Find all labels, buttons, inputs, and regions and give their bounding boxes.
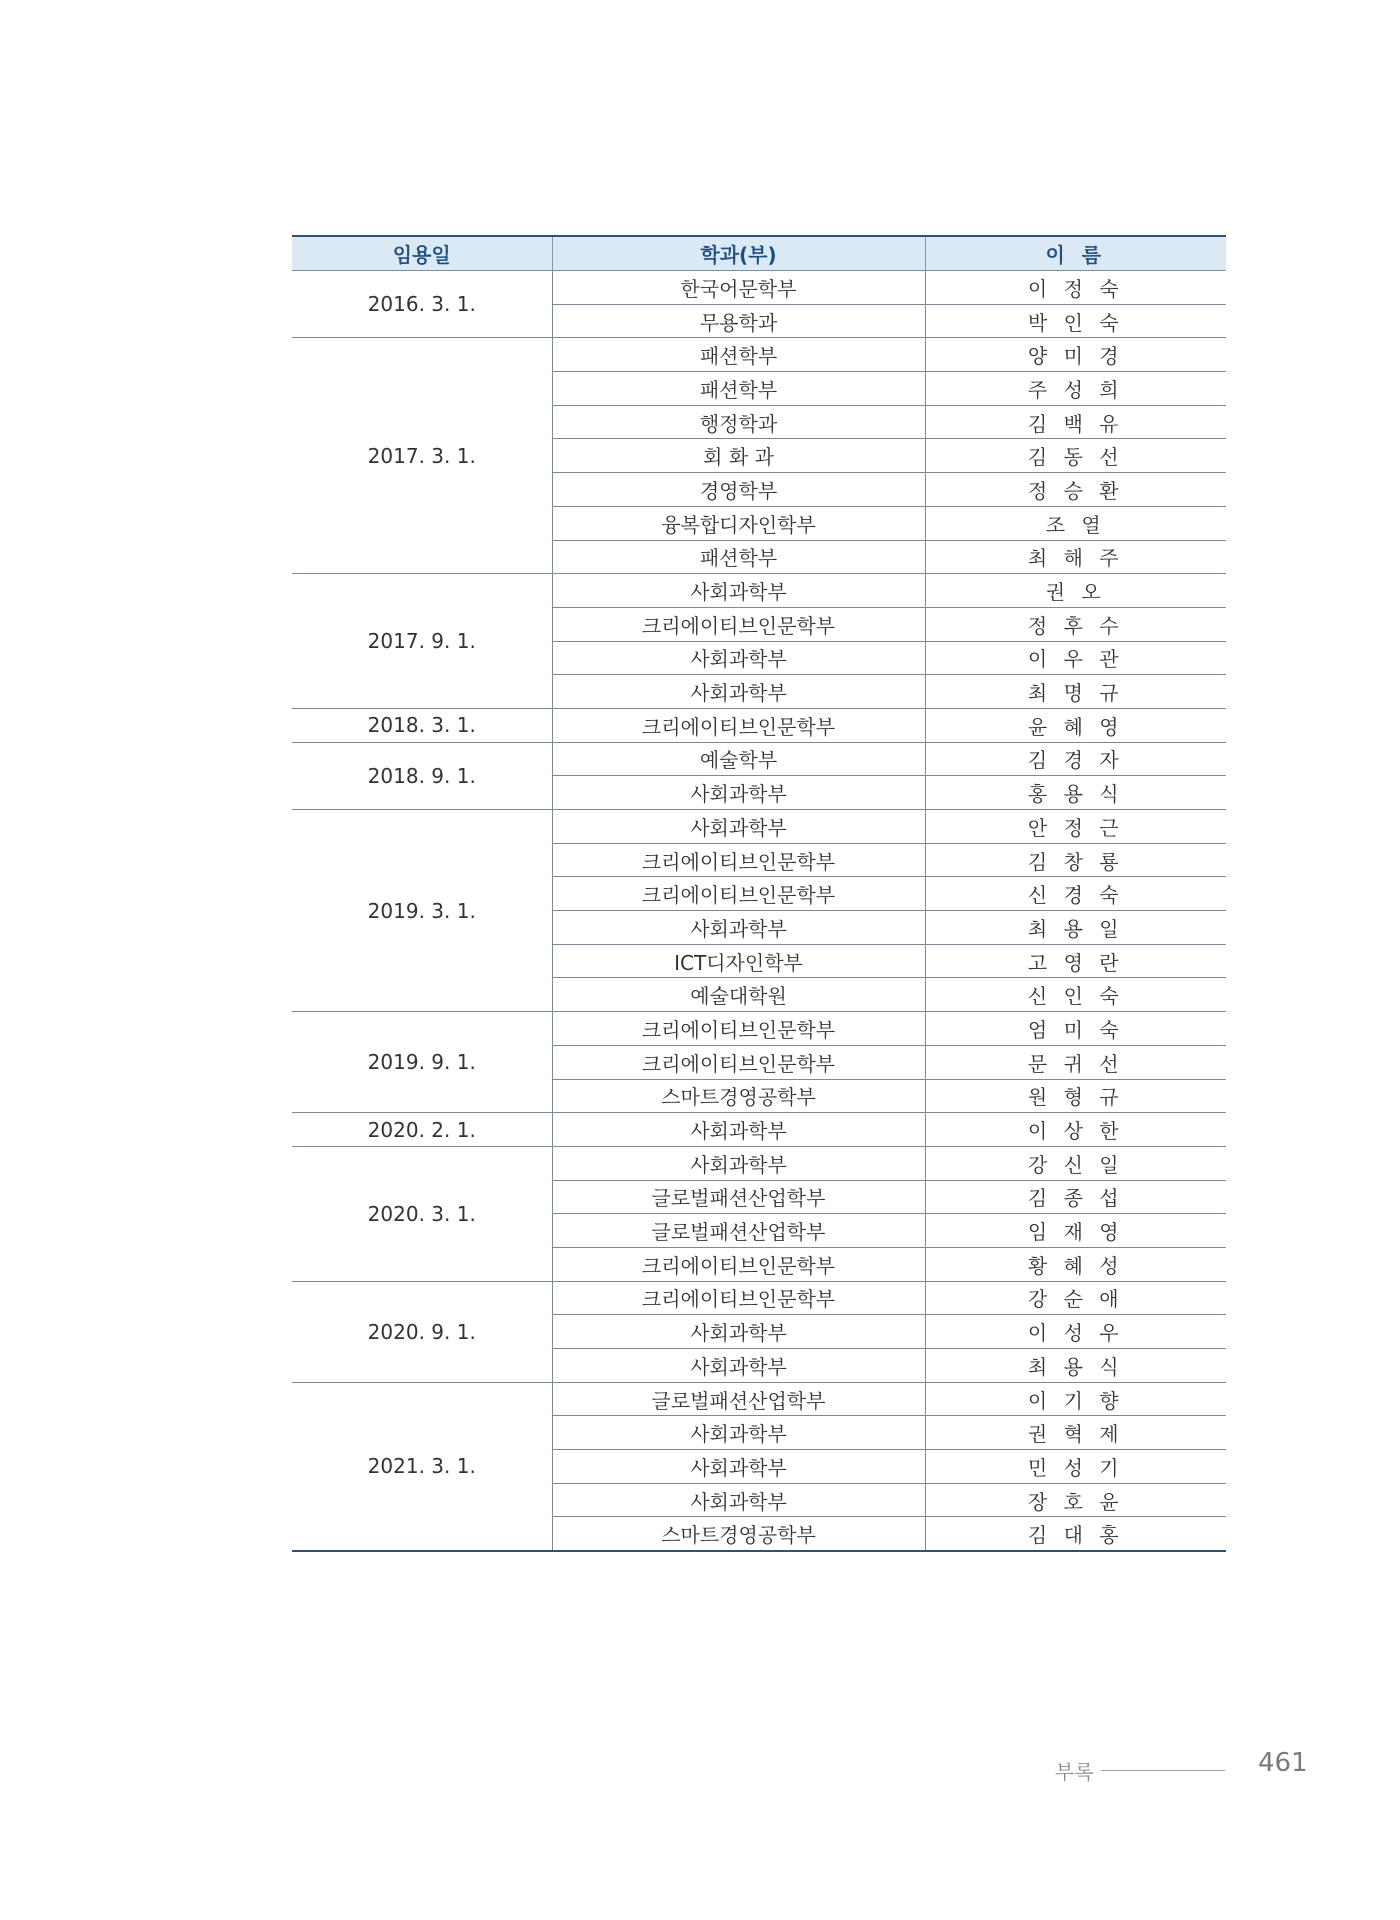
name-cell: 원 형 규 [925, 1079, 1226, 1113]
department-cell: 예술학부 [552, 742, 925, 776]
name-cell: 박 인 숙 [925, 304, 1226, 338]
header-name: 이 름 [925, 236, 1226, 271]
name-cell: 강 순 애 [925, 1281, 1226, 1315]
table-body [292, 271, 1226, 1552]
name-cell: 주 성 희 [925, 372, 1226, 406]
name-cell: 최 용 식 [925, 1349, 1226, 1383]
footer-section-label: 부록 [1055, 1760, 1094, 1784]
header-department: 학과(부) [552, 236, 925, 271]
table-row [292, 742, 1226, 776]
appointment-date-cell: 2017. 9. 1. [292, 574, 552, 709]
department-cell: 사회과학부 [552, 776, 925, 810]
name-cell: 양 미 경 [925, 338, 1226, 372]
department-cell: 크리에이티브인문학부 [552, 843, 925, 877]
name-cell: 이 우 관 [925, 641, 1226, 675]
department-cell: 글로벌패션산업학부 [552, 1214, 925, 1248]
table-row [292, 1113, 1226, 1147]
department-cell: 행정학과 [552, 405, 925, 439]
department-cell: 글로벌패션산업학부 [552, 1382, 925, 1416]
department-cell: 글로벌패션산업학부 [552, 1180, 925, 1214]
department-cell: 사회과학부 [552, 810, 925, 844]
department-cell: 사회과학부 [552, 641, 925, 675]
department-cell: ICT디자인학부 [552, 944, 925, 978]
name-cell: 권 오 [925, 574, 1226, 608]
department-cell: 스마트경영공학부 [552, 1079, 925, 1113]
table-header-row [292, 236, 1226, 271]
table-row [292, 1012, 1226, 1046]
department-cell: 사회과학부 [552, 574, 925, 608]
department-cell: 융복합디자인학부 [552, 506, 925, 540]
name-cell: 장 호 윤 [925, 1483, 1226, 1517]
name-cell: 정 후 수 [925, 607, 1226, 641]
table-row [292, 574, 1226, 608]
name-cell: 이 정 숙 [925, 271, 1226, 305]
department-cell: 한국어문학부 [552, 271, 925, 305]
name-cell: 정 승 환 [925, 473, 1226, 507]
name-cell: 윤 혜 영 [925, 708, 1226, 742]
name-cell: 김 동 선 [925, 439, 1226, 473]
department-cell: 사회과학부 [552, 1113, 925, 1147]
table-row [292, 1382, 1226, 1416]
name-cell: 민 성 기 [925, 1450, 1226, 1484]
appointment-date-cell: 2021. 3. 1. [292, 1382, 552, 1551]
department-cell: 크리에이티브인문학부 [552, 877, 925, 911]
department-cell: 경영학부 [552, 473, 925, 507]
department-cell: 크리에이티브인문학부 [552, 1012, 925, 1046]
name-cell: 문 귀 선 [925, 1045, 1226, 1079]
name-cell: 이 기 향 [925, 1382, 1226, 1416]
table-row [292, 810, 1226, 844]
appointment-date-cell: 2019. 9. 1. [292, 1012, 552, 1113]
appointment-date-cell: 2018. 9. 1. [292, 742, 552, 809]
department-cell: 무용학과 [552, 304, 925, 338]
footer-divider [1101, 1770, 1225, 1771]
appointment-date-cell: 2016. 3. 1. [292, 271, 552, 338]
department-cell: 사회과학부 [552, 1416, 925, 1450]
department-cell: 사회과학부 [552, 675, 925, 709]
department-cell: 예술대학원 [552, 978, 925, 1012]
name-cell: 김 경 자 [925, 742, 1226, 776]
name-cell: 김 대 홍 [925, 1517, 1226, 1551]
name-cell: 고 영 란 [925, 944, 1226, 978]
appointment-date-cell: 2018. 3. 1. [292, 708, 552, 742]
department-cell: 크리에이티브인문학부 [552, 1281, 925, 1315]
name-cell: 홍 용 식 [925, 776, 1226, 810]
name-cell: 황 혜 성 [925, 1247, 1226, 1281]
department-cell: 회 화 과 [552, 439, 925, 473]
appointment-date-cell: 2020. 2. 1. [292, 1113, 552, 1147]
name-cell: 엄 미 숙 [925, 1012, 1226, 1046]
name-cell: 신 경 숙 [925, 877, 1226, 911]
department-cell: 사회과학부 [552, 1315, 925, 1349]
name-cell: 임 재 영 [925, 1214, 1226, 1248]
department-cell: 패션학부 [552, 338, 925, 372]
department-cell: 스마트경영공학부 [552, 1517, 925, 1551]
department-cell: 사회과학부 [552, 911, 925, 945]
department-cell: 사회과학부 [552, 1450, 925, 1484]
department-cell: 크리에이티브인문학부 [552, 708, 925, 742]
name-cell: 최 명 규 [925, 675, 1226, 709]
name-cell: 김 백 유 [925, 405, 1226, 439]
name-cell: 강 신 일 [925, 1146, 1226, 1180]
department-cell: 크리에이티브인문학부 [552, 1045, 925, 1079]
name-cell: 이 성 우 [925, 1315, 1226, 1349]
header-appointment-date: 임용일 [292, 236, 552, 271]
department-cell: 사회과학부 [552, 1483, 925, 1517]
name-cell: 이 상 한 [925, 1113, 1226, 1147]
name-cell: 안 정 근 [925, 810, 1226, 844]
department-cell: 크리에이티브인문학부 [552, 607, 925, 641]
name-cell: 최 용 일 [925, 911, 1226, 945]
table-row [292, 338, 1226, 372]
name-cell: 신 인 숙 [925, 978, 1226, 1012]
table-row [292, 708, 1226, 742]
page-number: 461 [1258, 1748, 1308, 1778]
name-cell: 조 열 [925, 506, 1226, 540]
department-cell: 사회과학부 [552, 1349, 925, 1383]
appointment-table [292, 235, 1226, 1552]
table-row [292, 1146, 1226, 1180]
table-row [292, 271, 1226, 305]
department-cell: 크리에이티브인문학부 [552, 1247, 925, 1281]
appointment-date-cell: 2017. 3. 1. [292, 338, 552, 574]
name-cell: 김 종 섭 [925, 1180, 1226, 1214]
department-cell: 패션학부 [552, 372, 925, 406]
name-cell: 권 혁 제 [925, 1416, 1226, 1450]
department-cell: 패션학부 [552, 540, 925, 574]
appointment-date-cell: 2020. 3. 1. [292, 1146, 552, 1281]
name-cell: 김 창 룡 [925, 843, 1226, 877]
name-cell: 최 해 주 [925, 540, 1226, 574]
table-row [292, 1281, 1226, 1315]
appointment-date-cell: 2020. 9. 1. [292, 1281, 552, 1382]
department-cell: 사회과학부 [552, 1146, 925, 1180]
appointment-date-cell: 2019. 3. 1. [292, 810, 552, 1012]
